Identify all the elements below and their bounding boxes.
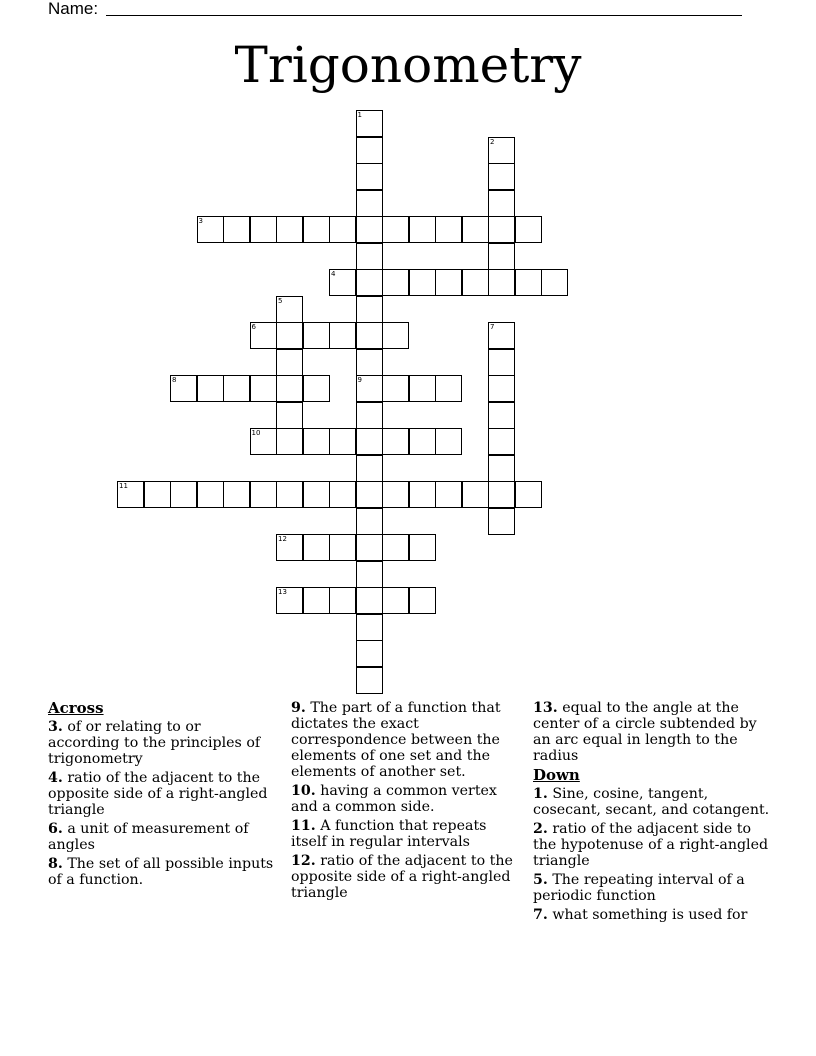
grid-cell[interactable] xyxy=(488,137,515,164)
grid-cell[interactable] xyxy=(409,269,436,296)
clue-across-11: 11. A function that repeats itself in regular intervals xyxy=(291,818,487,850)
grid-cell[interactable] xyxy=(356,587,383,614)
grid-cell[interactable] xyxy=(223,216,250,243)
grid-cell[interactable] xyxy=(250,322,277,349)
grid-number: 11 xyxy=(119,482,128,490)
grid-cell[interactable] xyxy=(276,587,303,614)
grid-cell[interactable] xyxy=(515,269,542,296)
grid-cell[interactable] xyxy=(356,243,383,270)
grid-cell[interactable] xyxy=(488,349,515,376)
grid-cell[interactable] xyxy=(356,269,383,296)
grid-cell[interactable] xyxy=(356,455,383,482)
grid-cell[interactable] xyxy=(409,481,436,508)
grid-cell[interactable] xyxy=(515,481,542,508)
grid-cell[interactable] xyxy=(197,375,224,402)
grid-cell[interactable] xyxy=(356,614,383,641)
grid-cell[interactable] xyxy=(170,375,197,402)
clue-down-2: 2. ratio of the adjacent side to the hypotenuse of a right-angled triangle xyxy=(533,821,769,869)
grid-cell[interactable] xyxy=(409,216,436,243)
grid-number: 6 xyxy=(251,323,256,331)
grid-cell[interactable] xyxy=(329,534,356,561)
grid-cell[interactable] xyxy=(356,561,383,588)
grid-cell[interactable] xyxy=(144,481,171,508)
grid-cell[interactable] xyxy=(117,481,144,508)
grid-cell[interactable] xyxy=(356,640,383,667)
grid-cell[interactable] xyxy=(356,428,383,455)
grid-cell[interactable] xyxy=(382,587,409,614)
grid-cell[interactable] xyxy=(223,481,250,508)
grid-cell[interactable] xyxy=(409,428,436,455)
grid-cell[interactable] xyxy=(541,269,568,296)
grid-cell[interactable] xyxy=(276,375,303,402)
grid-cell[interactable] xyxy=(462,216,489,243)
grid-cell[interactable] xyxy=(409,375,436,402)
clue-across-6: 6. a unit of measurement of angles xyxy=(48,821,249,853)
grid-cell[interactable] xyxy=(170,481,197,508)
grid-cell[interactable] xyxy=(488,402,515,429)
grid-cell[interactable] xyxy=(488,243,515,270)
grid-number: 4 xyxy=(331,270,336,278)
grid-cell[interactable] xyxy=(382,269,409,296)
grid-cell[interactable] xyxy=(276,534,303,561)
grid-number: 3 xyxy=(198,217,203,225)
grid-cell[interactable] xyxy=(276,481,303,508)
grid-number: 8 xyxy=(172,376,177,384)
grid-cell[interactable] xyxy=(356,163,383,190)
grid-cell[interactable] xyxy=(223,375,250,402)
grid-cell[interactable] xyxy=(329,216,356,243)
clues-column-2 xyxy=(291,700,519,904)
grid-cell[interactable] xyxy=(462,269,489,296)
grid-number: 13 xyxy=(278,588,287,596)
grid-number: 7 xyxy=(490,323,495,331)
grid-cell[interactable] xyxy=(382,428,409,455)
grid-cell[interactable] xyxy=(435,216,462,243)
grid-cell[interactable] xyxy=(329,269,356,296)
grid-cell[interactable] xyxy=(303,481,330,508)
grid-cell[interactable] xyxy=(197,481,224,508)
grid-cell[interactable] xyxy=(329,322,356,349)
grid-cell[interactable] xyxy=(250,428,277,455)
grid-cell[interactable] xyxy=(329,587,356,614)
grid-number: 12 xyxy=(278,535,287,543)
grid-cell[interactable] xyxy=(382,216,409,243)
grid-cell[interactable] xyxy=(356,137,383,164)
grid-cell[interactable] xyxy=(303,216,330,243)
grid-cell[interactable] xyxy=(356,375,383,402)
grid-cell[interactable] xyxy=(356,508,383,535)
grid-cell[interactable] xyxy=(329,481,356,508)
grid-cell[interactable] xyxy=(488,322,515,349)
grid-cell[interactable] xyxy=(382,322,409,349)
grid-cell[interactable] xyxy=(250,375,277,402)
grid-cell[interactable] xyxy=(329,428,356,455)
grid-cell[interactable] xyxy=(409,534,436,561)
grid-cell[interactable] xyxy=(488,216,515,243)
grid-cell[interactable] xyxy=(488,190,515,217)
grid-cell[interactable] xyxy=(435,428,462,455)
grid-cell[interactable] xyxy=(356,402,383,429)
grid-cell[interactable] xyxy=(435,481,462,508)
grid-number: 1 xyxy=(357,111,362,119)
grid-cell[interactable] xyxy=(276,402,303,429)
grid-cell[interactable] xyxy=(488,455,515,482)
clue-across-4: 4. ratio of the adjacent to the opposite side of a right-angled triangle xyxy=(48,770,268,818)
grid-cell[interactable] xyxy=(462,481,489,508)
clue-across-9: 9. The part of a function that dictates the exact correspondence between the elements of one set and the elements of another set. xyxy=(291,700,501,780)
page-title: Trigonometry xyxy=(234,36,582,94)
grid-cell[interactable] xyxy=(356,190,383,217)
grid-cell[interactable] xyxy=(488,375,515,402)
grid-cell[interactable] xyxy=(356,481,383,508)
grid-cell[interactable] xyxy=(488,428,515,455)
grid-cell[interactable] xyxy=(382,481,409,508)
grid-cell[interactable] xyxy=(276,322,303,349)
grid-cell[interactable] xyxy=(435,269,462,296)
grid-cell[interactable] xyxy=(488,508,515,535)
grid-cell[interactable] xyxy=(303,534,330,561)
grid-number: 2 xyxy=(490,137,495,146)
grid-cell[interactable] xyxy=(356,110,383,137)
name-label: Name: xyxy=(48,0,99,18)
grid-number: 5 xyxy=(278,296,283,305)
grid-cell[interactable] xyxy=(488,163,515,190)
across-heading: Across xyxy=(48,699,104,717)
clues-column-1 xyxy=(48,700,276,891)
grid-cell[interactable] xyxy=(303,428,330,455)
grid-cell[interactable] xyxy=(276,216,303,243)
grid-cell[interactable] xyxy=(276,349,303,376)
grid-cell[interactable] xyxy=(488,481,515,508)
grid-cell[interactable] xyxy=(276,428,303,455)
grid-cell[interactable] xyxy=(276,296,303,323)
clue-down-5: 5. The repeating interval of a periodic function xyxy=(533,872,745,904)
grid-cell[interactable] xyxy=(356,349,383,376)
grid-cell[interactable] xyxy=(356,296,383,323)
grid-number: 9 xyxy=(357,376,362,384)
grid-cell[interactable] xyxy=(303,587,330,614)
clues-column-3 xyxy=(533,700,773,926)
grid-cell[interactable] xyxy=(409,587,436,614)
grid-cell[interactable] xyxy=(515,216,542,243)
grid-cell[interactable] xyxy=(435,375,462,402)
grid-cell[interactable] xyxy=(356,667,383,694)
clue-across-12: 12. ratio of the adjacent to the opposite side of a right-angled triangle xyxy=(291,853,513,901)
grid-cell[interactable] xyxy=(303,322,330,349)
clue-across-3: 3. of or relating to or according to the principles of trigonometry xyxy=(48,719,261,767)
grid-cell[interactable] xyxy=(303,375,330,402)
grid-cell[interactable] xyxy=(356,534,383,561)
clue-across-10: 10. having a common vertex and a common side. xyxy=(291,783,497,815)
clue-across-13: 13. equal to the angle at the center of a circle subtended by an arc equal in length to the radius xyxy=(533,700,757,764)
grid-cell[interactable] xyxy=(356,322,383,349)
grid-cell[interactable] xyxy=(250,216,277,243)
clue-down-7: 7. what something is used for xyxy=(533,907,748,923)
grid-cell[interactable] xyxy=(382,534,409,561)
grid-cell[interactable] xyxy=(488,269,515,296)
clue-across-8: 8. The set of all possible inputs of a function. xyxy=(48,856,274,888)
grid-number: 10 xyxy=(251,429,261,437)
grid-cell[interactable] xyxy=(197,216,224,243)
grid-cell[interactable] xyxy=(356,216,383,243)
down-heading: Down xyxy=(533,766,580,784)
grid-cell[interactable] xyxy=(382,375,409,402)
clue-down-1: 1. Sine, cosine, tangent, cosecant, secant, and cotangent. xyxy=(533,786,770,818)
grid-cell[interactable] xyxy=(250,481,277,508)
